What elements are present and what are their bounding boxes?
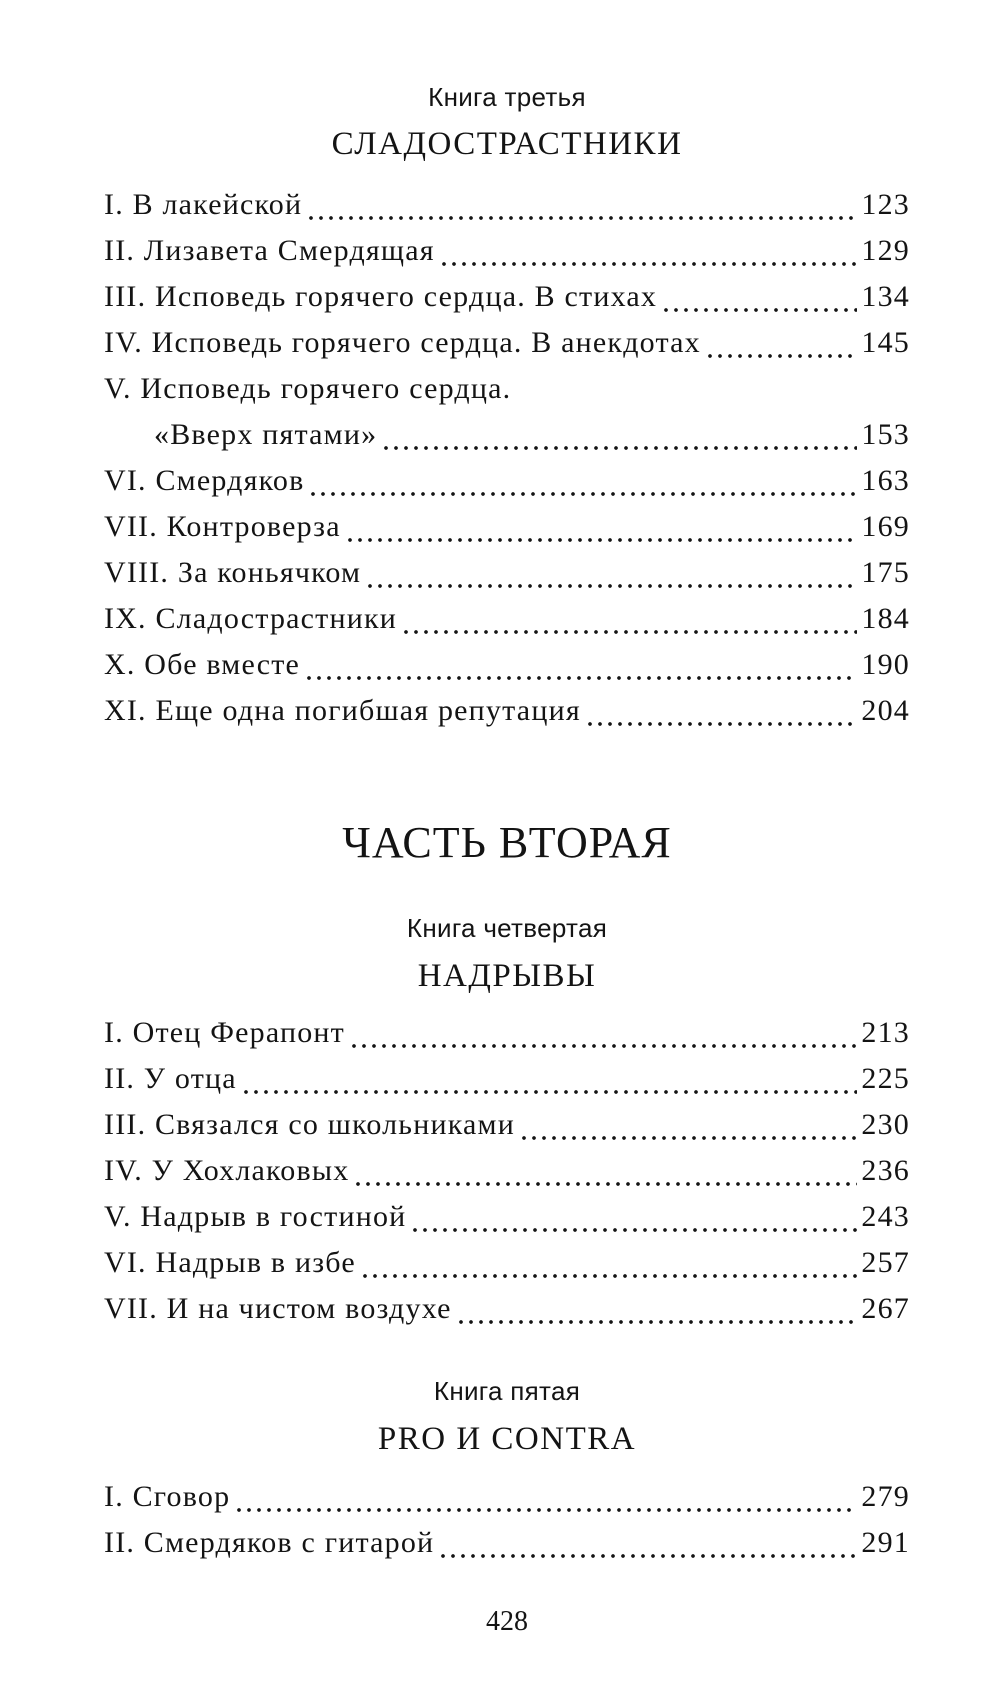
toc-entry[interactable] bbox=[104, 504, 910, 550]
dot-leader bbox=[365, 558, 857, 588]
chapter-title: I. В лакейской bbox=[104, 188, 303, 221]
book5-toc bbox=[104, 1474, 910, 1566]
book5-label: Книга пятая bbox=[433, 1376, 581, 1406]
page-number: 230 bbox=[861, 1108, 910, 1141]
dot-leader bbox=[304, 650, 857, 680]
dot-leader bbox=[519, 1110, 857, 1140]
dot-leader bbox=[234, 1482, 857, 1512]
toc-entry[interactable] bbox=[104, 1194, 910, 1240]
chapter-title: I. Сговор bbox=[104, 1480, 231, 1513]
toc-entry[interactable] bbox=[104, 688, 910, 734]
page-number: 145 bbox=[861, 326, 910, 359]
page-number: 129 bbox=[861, 234, 910, 267]
book4-title: НАДРЫВЫ bbox=[417, 958, 597, 994]
page-number: 153 bbox=[861, 418, 910, 451]
chapter-title: IV. У Хохлаковых bbox=[104, 1154, 350, 1187]
book5-title: PRO И CONTRA bbox=[377, 1421, 637, 1457]
toc-entry[interactable] bbox=[104, 366, 910, 412]
page-number: 243 bbox=[861, 1200, 910, 1233]
chapter-title: V. Исповедь горячего сердца. bbox=[104, 372, 512, 405]
page-number: 184 bbox=[861, 602, 910, 635]
page-number: 267 bbox=[861, 1292, 910, 1325]
dot-leader bbox=[705, 328, 858, 358]
dot-leader bbox=[349, 1018, 857, 1048]
toc-entry[interactable] bbox=[104, 458, 910, 504]
toc-page bbox=[104, 0, 910, 1683]
toc-entry[interactable] bbox=[104, 1056, 910, 1102]
toc-entry-continued[interactable] bbox=[104, 412, 910, 458]
page-number: 257 bbox=[861, 1246, 910, 1279]
dot-leader bbox=[438, 1528, 857, 1558]
chapter-title: X. Обе вместе bbox=[104, 648, 301, 681]
chapter-title: IV. Исповедь горячего сердца. В анекдотах bbox=[104, 326, 701, 359]
page-number: 175 bbox=[861, 556, 910, 589]
dot-leader bbox=[360, 1248, 858, 1278]
toc-entry[interactable] bbox=[104, 274, 910, 320]
dot-leader bbox=[661, 282, 857, 312]
book4-label: Книга четвертая bbox=[406, 913, 608, 943]
page-number: 190 bbox=[861, 648, 910, 681]
chapter-title: VI. Смердяков bbox=[104, 464, 305, 497]
book4-toc bbox=[104, 1010, 910, 1332]
toc-entry[interactable] bbox=[104, 1148, 910, 1194]
toc-entry[interactable] bbox=[104, 320, 910, 366]
page-number: 163 bbox=[861, 464, 910, 497]
toc-entry[interactable] bbox=[104, 1010, 910, 1056]
book3-toc bbox=[104, 182, 910, 734]
page-number: 123 bbox=[861, 188, 910, 221]
page-number: 291 bbox=[861, 1526, 910, 1559]
dot-leader bbox=[401, 604, 857, 634]
toc-entry[interactable] bbox=[104, 228, 910, 274]
toc-entry[interactable] bbox=[104, 1520, 910, 1566]
chapter-title: IX. Сладострастники bbox=[104, 602, 398, 635]
dot-leader bbox=[353, 1156, 857, 1186]
dot-leader bbox=[456, 1294, 858, 1324]
chapter-title: VIII. За коньячком bbox=[104, 556, 362, 589]
page-number: 236 bbox=[861, 1154, 910, 1187]
page-number: 225 bbox=[861, 1062, 910, 1095]
page-number: 213 bbox=[861, 1016, 910, 1049]
page-folio: 428 bbox=[486, 1606, 528, 1637]
chapter-title: II. Смердяков с гитарой bbox=[104, 1526, 435, 1559]
toc-entry[interactable] bbox=[104, 1286, 910, 1332]
toc-entry[interactable] bbox=[104, 182, 910, 228]
book3-label: Книга третья bbox=[428, 82, 586, 112]
toc-entry[interactable] bbox=[104, 642, 910, 688]
chapter-title-continued: «Вверх пятами» bbox=[154, 418, 378, 451]
dot-leader bbox=[308, 466, 857, 496]
chapter-title: II. Лизавета Смердящая bbox=[104, 234, 435, 267]
dot-leader bbox=[410, 1202, 857, 1232]
chapter-title: I. Отец Ферапонт bbox=[104, 1016, 345, 1049]
chapter-title: XI. Еще одна погибшая репутация bbox=[104, 694, 581, 727]
chapter-title: VII. Контроверза bbox=[104, 510, 341, 543]
toc-entry[interactable] bbox=[104, 1240, 910, 1286]
dot-leader bbox=[345, 512, 858, 542]
part-title: ЧАСТЬ ВТОРАЯ bbox=[342, 818, 672, 867]
toc-entry[interactable] bbox=[104, 596, 910, 642]
page-number: 169 bbox=[861, 510, 910, 543]
dot-leader bbox=[439, 236, 858, 266]
page-number: 204 bbox=[861, 694, 910, 727]
toc-entry[interactable] bbox=[104, 1474, 910, 1520]
chapter-title: III. Исповедь горячего сердца. В стихах bbox=[104, 280, 658, 313]
toc-entry[interactable] bbox=[104, 550, 910, 596]
dot-leader bbox=[381, 420, 857, 450]
dot-leader bbox=[241, 1064, 858, 1094]
book3-title: СЛАДОСТРАСТНИКИ bbox=[331, 126, 683, 162]
dot-leader bbox=[306, 190, 857, 220]
chapter-title: V. Надрыв в гостиной bbox=[104, 1200, 407, 1233]
chapter-title: III. Связался со школьниками bbox=[104, 1108, 515, 1141]
page-number: 134 bbox=[861, 280, 910, 313]
chapter-title: II. У отца bbox=[104, 1062, 237, 1095]
chapter-title: VII. И на чистом воздухе bbox=[104, 1292, 452, 1325]
chapter-title: VI. Надрыв в избе bbox=[104, 1246, 356, 1279]
dot-leader bbox=[585, 696, 858, 726]
page-number: 279 bbox=[861, 1480, 910, 1513]
toc-entry[interactable] bbox=[104, 1102, 910, 1148]
